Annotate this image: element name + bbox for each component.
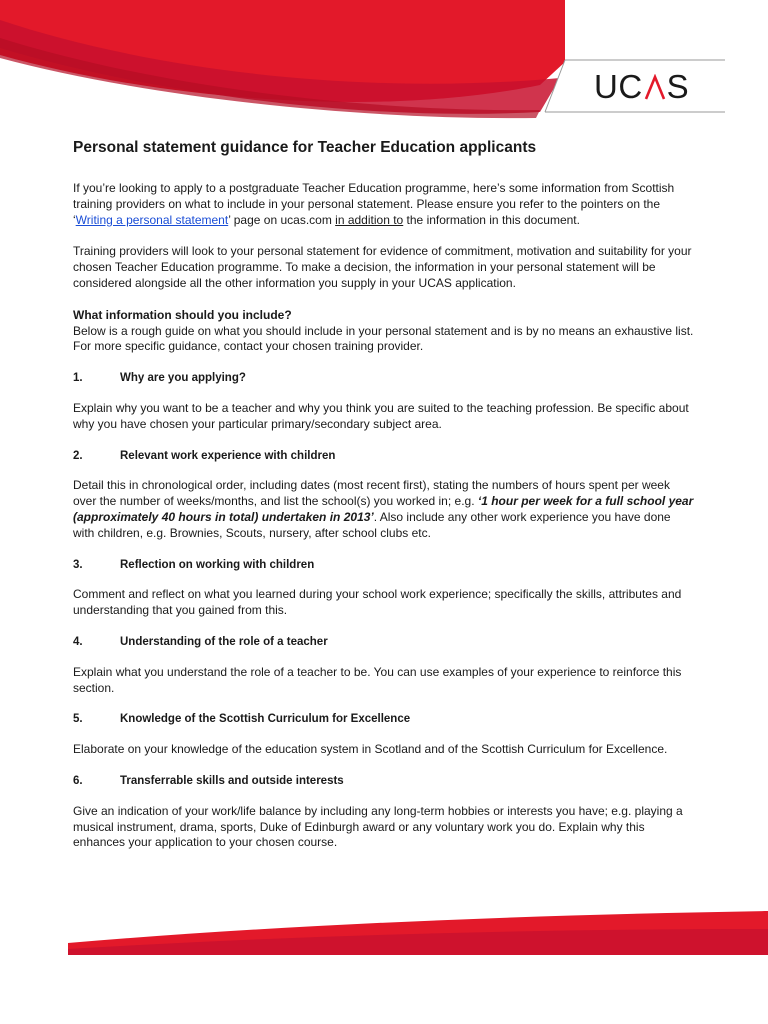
section-heading: 5. Knowledge of the Scottish Curriculum for Excellence (73, 713, 411, 726)
section-body: Detail this in chronological order, including dates (most recent first), stating the numbers of hours spent per week over the number of weeks/months, and list the school(s) you worked in; e.g. ‘1 hour per week for a full school year (approximately 40 hours in total) undertaken in 2013’. Also include any other work experience you have done with children, e.g. Brownies, Scouts, nursery, after school clubs etc. (73, 478, 694, 540)
section-body: Comment and reflect on what you learned during your school work experience; specifically the skills, attributes and understanding that you gained from this. (73, 587, 682, 618)
document-body (73, 138, 695, 867)
section-body: Explain what you understand the role of a teacher to be. You can use examples of your experience to reinforce this section. (73, 664, 682, 695)
section-heading: 4. Understanding of the role of a teacher (73, 635, 328, 648)
section-body: Explain why you want to be a teacher and why you think you are suited to the teaching profession. Be specific about why you have chosen your particular primary/secondary subject area. (73, 400, 689, 431)
page-title: Personal statement guidance for Teacher Education applicants (73, 139, 537, 156)
ucas-logo: UC S (594, 68, 690, 105)
section-heading: 1. Why are you applying? (73, 372, 246, 385)
what-to-include-body: Below is a rough guide on what you should include in your personal statement and is by no means an exhaustive list. For more specific guidance, contact your chosen training provider. (73, 323, 694, 354)
section-body: Give an indication of your work/life balance by including any long-term hobbies or interests you have; e.g. playing a musical instrument, drama, sports, Duke of Edinburgh award or any voluntary work you do. Explain why this enhances your application to your chosen course. (73, 803, 683, 850)
writing-personal-statement-link[interactable]: Writing a personal statement (75, 212, 229, 227)
logo-chevron-icon (644, 72, 666, 98)
section-heading: 2. Relevant work experience with children (73, 449, 336, 462)
intro-paragraph: If you’re looking to apply to a postgraduate Teacher Education programme, here’s some information from Scottish training providers on what to include in your personal statement. Please ensure you refer to the pointers on the ‘Writing a personal statement’ page on ucas.com in addition to the information in this document. (73, 181, 675, 227)
what-to-include-heading: What information should you include? (73, 307, 292, 322)
section-heading: 3. Reflection on working with children (73, 558, 315, 571)
section-body: Elaborate on your knowledge of the education system in Scotland and of the Scottish Curriculum for Excellence. (73, 742, 668, 757)
footer-red-band (0, 905, 768, 965)
section-heading: 6. Transferrable skills and outside interests (73, 774, 344, 787)
providers-paragraph: Training providers will look to your personal statement for evidence of commitment, motivation and suitability for your chosen Teacher Education programme. To make a decision, the information in your personal statement will be considered alongside all the other information you supply in your UCAS application. (73, 244, 692, 290)
